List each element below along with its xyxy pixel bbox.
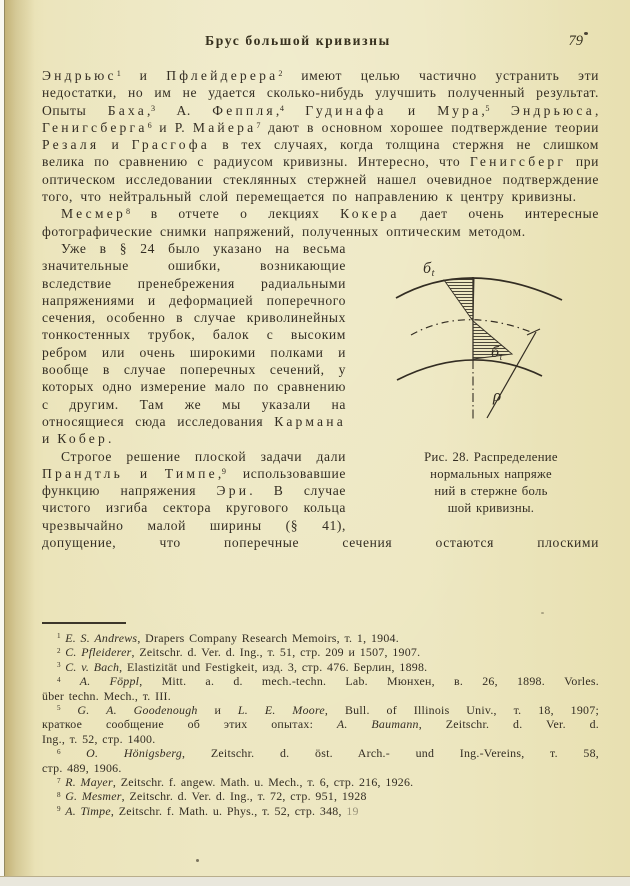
sigma-t-inner-label: бt	[491, 343, 504, 363]
running-title: Брус большой кривизны	[205, 33, 391, 48]
footnote: $^1$ E. S. Andrews, Drapers Company Research Memoirs, т. 1, 1904.	[57, 631, 399, 645]
neutral-axis-dashed-arc	[411, 320, 531, 335]
beam-outer-arc	[396, 278, 562, 300]
paper-speck	[541, 612, 544, 614]
paragraph: Строгое решение плоской задачи дали Прандтль и Тимпе,$^9$ использовавшие функцию напряжения Эри. В случае чистого изгиба сектора кругового кольца чрезвычайно малой ширины (§ 41), допущение, что поперечные сечения остаются плоскими	[42, 448, 599, 551]
figure-caption-line: Рис. 28. Распределение	[424, 449, 558, 464]
page-gutter-shadow	[5, 0, 35, 886]
paragraph: Месмер$^8$ в отчете о лекциях Кокера дает очень интересные фотографические снимки напряжений, полученных оптическим методом.	[42, 206, 599, 239]
paragraph: Уже в § 24 было указано на весьма значительные ошибки, возникающие вследствие пренебрежения радиальными напряжениями и деформацией поперечного сечения, особенно в случае криволинейных тонкостенных трубок, балок с высоким ребром или очень широкими полками и вообще в случае поперечных сечений, у которых одно измерение мало по сравнению с другим. Там же мы указали на относящиеся сюда исследования Кармана и Кобер.	[42, 240, 346, 447]
figure-28	[357, 245, 599, 517]
radius-tick	[527, 329, 540, 335]
footnote: $^4$ A. Föppl, Mitt. a. d. mech.-techn. Lab. Мюнхен, в. 26, 1898. Vorles. über techn. Mech., т. III.	[42, 674, 599, 703]
figure-caption-line: шой кривизны.	[447, 500, 535, 515]
paper-speck	[584, 32, 588, 35]
footnote: $^2$ C. Pfleiderer, Zeitschr. d. Ver. d. Ing., т. 51, стр. 209 и 1507, 1907.	[57, 645, 421, 660]
body-text	[42, 67, 599, 551]
footnotes	[42, 631, 599, 818]
curved-beam-stress-diagram	[357, 245, 599, 441]
paragraph: Эндрьюс$^1$ и Пфлейдерера$^2$ имеют целью частично устранить эти недостатки, но им не удается сколько-нибудь улучшить полученный результат. Опыты Баха,$^3$ А. Феппля,$^4$ Гудинафа и Мура,$^5$ Эндрьюса, Генигсберга$^6$ и Р. Майера$^7$ дают в основном хорошее подтверждение теории Резаля и Грасгофа в тех случаях, когда толщина стержня не слишком велика по сравнению с радиусом кривизны. Интересно, что Генигсберг при оптическом исследовании стеклянных стержней нашел очевидное подтверждение того, что нейтральный слой перемещается по направлению к центру кривизны.	[42, 68, 600, 205]
rho-label: ρ	[493, 385, 502, 405]
stress-triangle-outer	[444, 279, 474, 321]
footnote: $^6$ O. Hönigsberg, Zeitschr. d. öst. Arch.- und Ing.-Vereins, т. 58, стр. 489, 1906.	[42, 746, 600, 775]
running-header	[0, 33, 630, 49]
figure-caption-line: ний в стержне боль	[434, 483, 548, 498]
footnote: $^7$ R. Mayer, Zeitschr. f. angew. Math. u. Mech., т. 6, стр. 216, 1926.	[57, 775, 414, 790]
page-number: 79	[568, 33, 583, 49]
figure-caption	[387, 449, 595, 517]
footnote: $^5$ G. A. Goodenough и L. E. Moore, Bull. of Illinois Univ., т. 18, 1907; краткое сообщение об этих опытах: A. Baumann, Zeitschr. d. Ver. d. Ing., т. 52, стр. 1400.	[42, 703, 600, 746]
footnote: $^9$ A. Timpe, Zeitschr. f. Math. u. Phys., т. 52, стр. 348, 19	[57, 803, 359, 818]
footnote-rule	[42, 622, 126, 624]
paper-speck	[196, 859, 199, 862]
footnote: $^3$ C. v. Bach, Elastizität und Festigkeit, изд. 3, стр. 476. Берлин, 1898.	[57, 659, 428, 674]
figure-caption-line: нормальных напряже	[430, 466, 552, 481]
sigma-t-outer-label: бt	[423, 259, 436, 279]
page-bottom-edge	[0, 876, 630, 886]
beam-inner-arc	[397, 360, 542, 380]
footnote: $^8$ G. Mesmer, Zeitschr. d. Ver. d. Ing., т. 72, стр. 951, 1928	[57, 789, 367, 804]
